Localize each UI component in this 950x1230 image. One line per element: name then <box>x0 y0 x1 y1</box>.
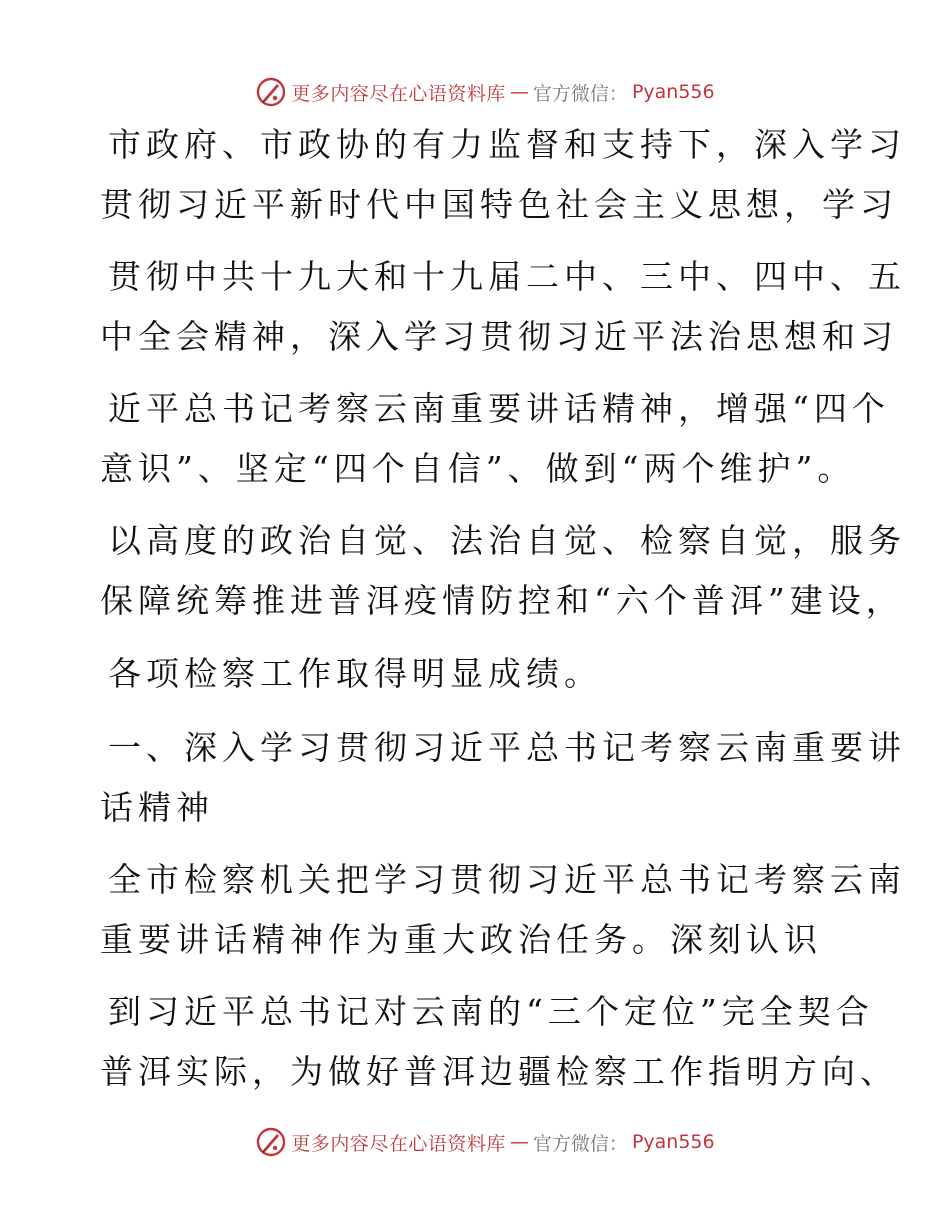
section-heading-line-1: 一、深入学习贯彻习近平总书记考察云南重要讲 <box>108 728 906 767</box>
quill-logo-icon <box>255 76 287 108</box>
footer-watermark <box>0 1122 950 1162</box>
body-line-2: 贯彻习近平新时代中国特色社会主义思想，学习 <box>100 185 898 224</box>
body-line-1: 市政府、市政协的有力监督和支持下，深入学习 <box>108 125 906 164</box>
watermark-site-text: 更多内容尽在心语资料库 <box>291 1132 506 1155</box>
body-line-9: 各项检察工作取得明显成绩。 <box>108 654 602 693</box>
body-line-4: 中全会精神，深入学习贯彻习近平法治思想和习 <box>100 317 898 356</box>
section-heading-line-2: 话精神 <box>100 788 214 827</box>
body-line-12: 全市检察机关把学习贯彻习近平总书记考察云南 <box>108 860 906 899</box>
watermark-group <box>255 1126 714 1158</box>
watermark-wechat-label: 官方微信： <box>532 1132 628 1155</box>
quill-logo-icon <box>255 1126 287 1158</box>
body-line-14: 到习近平总书记对云南的“三个定位”完全契合 <box>108 992 874 1031</box>
body-line-3: 贯彻中共十九大和十九届二中、三中、四中、五 <box>108 257 906 296</box>
watermark-dash: — <box>509 81 529 103</box>
watermark-wechat-id: Pyan556 <box>631 1131 715 1153</box>
watermark-dash: — <box>509 1131 529 1153</box>
body-line-8: 保障统筹推进普洱疫情防控和“六个普洱”建设， <box>100 581 904 620</box>
body-line-6: 意识”、坚定“四个自信”、做到“两个维护”。 <box>100 449 856 488</box>
watermark-wechat-label: 官方微信： <box>532 82 628 105</box>
body-line-13: 重要讲话精神作为重大政治任务。深刻认识 <box>100 920 822 959</box>
body-line-5: 近平总书记考察云南重要讲话精神，增强“四个 <box>108 389 890 428</box>
body-line-7: 以高度的政治自觉、法治自觉、检察自觉，服务 <box>108 521 906 560</box>
watermark-wechat-id: Pyan556 <box>631 81 715 103</box>
watermark-site-text: 更多内容尽在心语资料库 <box>291 82 506 105</box>
body-line-15: 普洱实际，为做好普洱边疆检察工作指明方向、 <box>100 1052 898 1091</box>
watermark-group <box>255 76 714 108</box>
header-watermark <box>0 72 950 112</box>
